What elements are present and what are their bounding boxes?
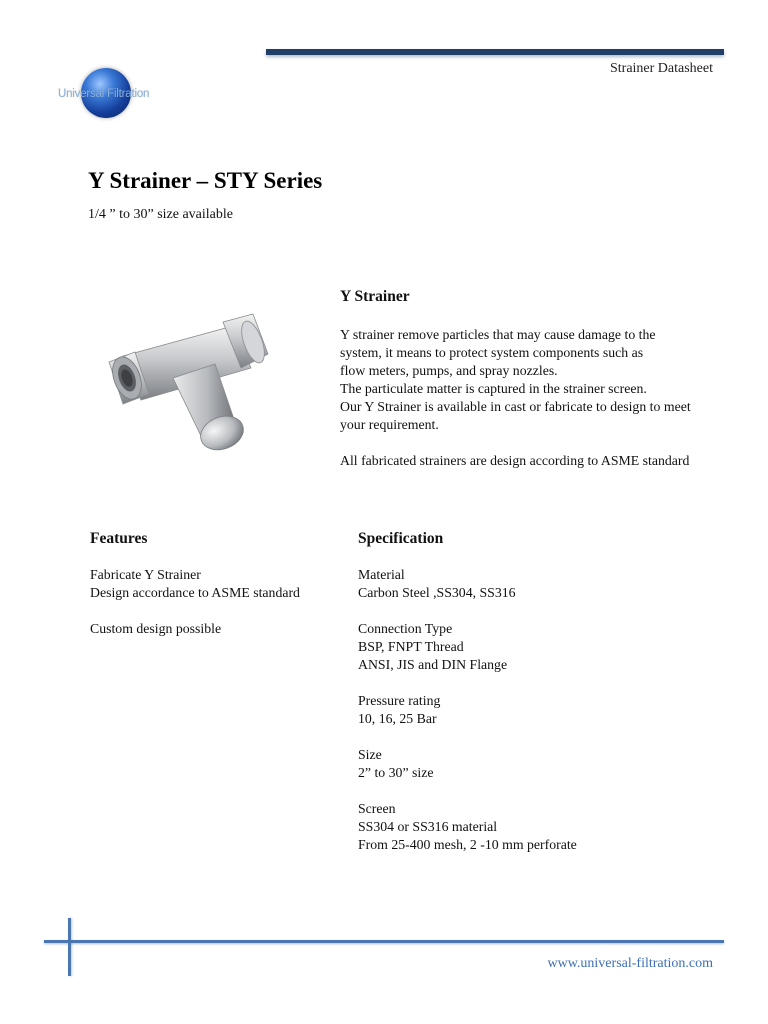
feature-item: Custom design possible bbox=[90, 621, 222, 636]
spec-size bbox=[358, 746, 718, 782]
intro-standard-note: All fabricated strainers are design according to ASME standard bbox=[340, 453, 690, 468]
spec-screen bbox=[358, 800, 718, 854]
feature-item: Design accordance to ASME standard bbox=[90, 585, 300, 600]
features-heading: Features bbox=[90, 530, 148, 547]
spec-value: BSP, FNPT Thread bbox=[358, 639, 464, 654]
logo-text: Universal Filtration bbox=[58, 88, 150, 100]
header-rule bbox=[266, 49, 724, 55]
feature-item: Fabricate Y Strainer bbox=[90, 567, 201, 582]
y-strainer-image bbox=[103, 312, 273, 458]
spec-label: Size bbox=[358, 747, 382, 762]
spec-value: ANSI, JIS and DIN Flange bbox=[358, 657, 508, 672]
spec-label: Screen bbox=[358, 801, 396, 816]
spec-connection bbox=[358, 620, 718, 674]
website-link[interactable]: www.universal-filtration.com bbox=[547, 956, 713, 971]
specification-heading: Specification bbox=[358, 530, 444, 547]
intro-heading: Y Strainer bbox=[340, 288, 410, 305]
document-label: Strainer Datasheet bbox=[609, 61, 713, 76]
spec-pressure bbox=[358, 692, 718, 728]
intro-section bbox=[340, 288, 740, 470]
spec-label: Pressure rating bbox=[358, 693, 441, 708]
footer-rule bbox=[44, 940, 724, 943]
features-section bbox=[90, 530, 340, 656]
spec-label: Material bbox=[358, 567, 405, 582]
footer-rule-vertical bbox=[68, 918, 71, 976]
specification-section bbox=[358, 530, 718, 872]
page-subtitle: 1/4 ” to 30” size available bbox=[88, 207, 233, 222]
intro-description: Y strainer remove particles that may cause damage to the system, it means to protect system components such as flow meters, pumps, and spray nozzles. The particulate matter is captured in the strainer screen. Our Y Strainer is available in cast or fabricate to design to meet your requirement. bbox=[340, 327, 691, 432]
spec-value: Carbon Steel ,SS304, SS316 bbox=[358, 585, 516, 600]
spec-label: Connection Type bbox=[358, 621, 453, 636]
spec-value: 2” to 30” size bbox=[358, 765, 434, 780]
page-title: Y Strainer – STY Series bbox=[88, 168, 323, 193]
spec-value: From 25-400 mesh, 2 -10 mm perforate bbox=[358, 837, 577, 852]
spec-material bbox=[358, 566, 718, 602]
company-logo bbox=[58, 66, 178, 122]
spec-value: SS304 or SS316 material bbox=[358, 819, 498, 834]
spec-value: 10, 16, 25 Bar bbox=[358, 711, 437, 726]
